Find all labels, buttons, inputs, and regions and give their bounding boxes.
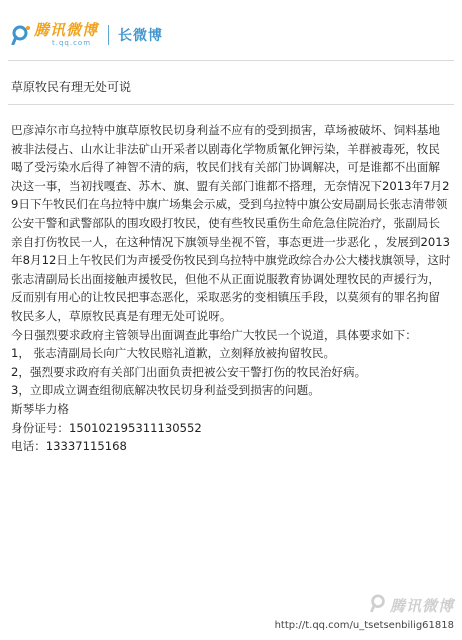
list-item: 2，强烈要求政府有关部门出面负责把被公安干警打伤的牧民治好病。 [11,364,367,379]
watermark-logo-icon [369,594,387,616]
id-number: 身份证号：150102195311130552 [11,420,202,435]
phone-number: 电话：13337115168 [11,439,127,454]
list-item: 1， 张志清副局长向广大牧民赔礼道歉，立刻释放被拘留牧民。 [11,346,336,361]
brand-url: t.qq.com [52,39,92,47]
paragraph: 今日强烈要求政府主管领导出面调查此事给广大牧民一个说道，具体要求如下： [11,327,417,342]
post-title: 草原牧民有理无处可说 [11,80,132,94]
brand-block [34,23,98,47]
profile-url[interactable]: http://t.qq.com/u_tsetsenbilig61818 [274,620,454,631]
header [0,0,462,60]
title-divider [8,104,454,105]
header-divider [8,60,454,61]
footer-watermark-logo [369,594,454,616]
list-item: 3，立即成立调查组彻底解决牧民切身利益受到损害的问题。 [11,383,320,398]
weibo-logo-icon [10,25,30,45]
tencent-weibo-logo[interactable] [10,22,163,48]
watermark-brand-name: 腾讯微博 [389,596,454,615]
product-name: 长微博 [118,28,164,44]
author-name: 斯琴毕力格 [11,401,69,416]
logo-divider [108,25,109,45]
post-body [11,121,451,456]
paragraph: 巴彦淖尔市乌拉特中旗草原牧民切身利益不应有的受到损害，草场被破坏、饲料基地被非法侵占、山水让非法矿山开采者以剧毒化学物质氰化钾污染，羊群被毒死，牧民喝了受污染水后得了神智不清的病，牧民们找有关部门协调解决，可是谁都不出面解决这一事，当初找嘎查、苏木、旗、盟有关部门谁都不搭理，无奈情况下2013年7月29日下午牧民们在乌拉特中旗广场集会示威，受到乌拉特中旗公安局副局长张志清带领公安干警和武警部队的围攻殴打牧民，使有些牧民重伤生命危急住院治疗，张副局长亲自打伤牧民一人，在这种情况下旗领导坐视不管，事态更进一步恶化 ，发展到2013年8月12日上午牧民们为声援受伤牧民到乌拉特中旗党政综合办公大楼找旗领导，这时张志清副局长出面接触声援牧民，但他不从正面说服教育协调处理牧民的声援行为，反而别有用心的让牧民把事态恶化，采取恶劣的变相镇压手段，以莫须有的罪名拘留牧民多人，草原牧民真是有理无处可说呀。 [11,123,451,323]
brand-name: 腾讯微博 [34,21,99,39]
